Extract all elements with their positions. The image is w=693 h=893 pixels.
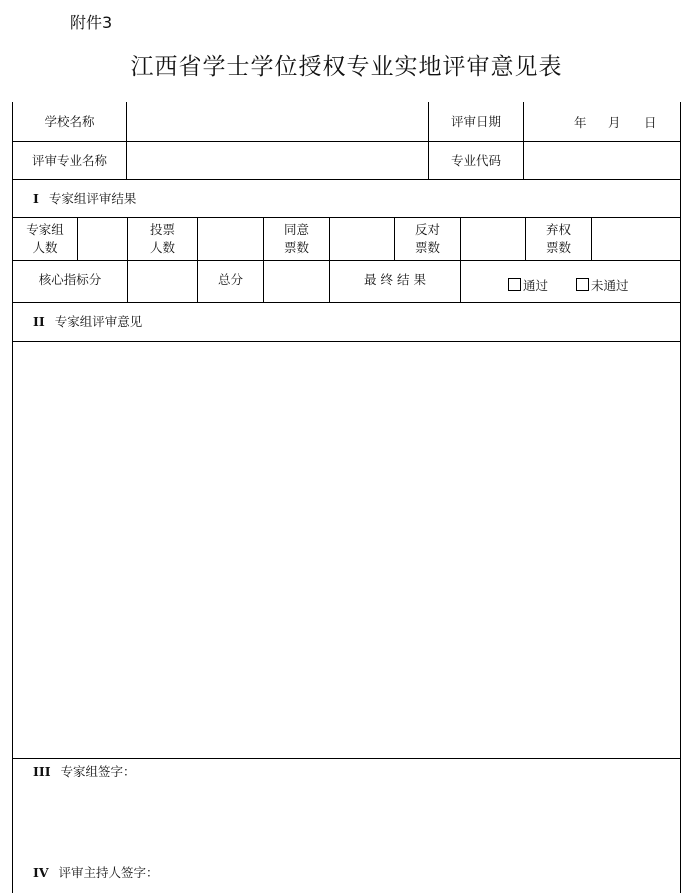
voter-count-field[interactable]	[198, 218, 263, 260]
agree-votes-field[interactable]	[330, 218, 394, 260]
expert-count-line2: 人数	[32, 240, 58, 255]
form-title: 江西省学士学位授权专业实地评审意见表	[130, 54, 563, 80]
day-label: 日	[644, 115, 657, 130]
core-score-field[interactable]	[128, 261, 197, 302]
total-score-field[interactable]	[264, 261, 329, 302]
major-name-label: 评审专业名称	[31, 152, 107, 168]
row-divider	[12, 179, 681, 180]
abstain-votes-label	[526, 218, 591, 260]
major-code-field[interactable]	[524, 142, 680, 179]
section-2-heading	[33, 312, 142, 330]
section-1-heading	[33, 189, 136, 207]
agree-votes-line1: 同意	[283, 222, 309, 237]
agree-votes-line2: 票数	[283, 240, 309, 255]
pass-label: 通过	[523, 278, 549, 293]
expert-opinion-area[interactable]	[13, 342, 680, 758]
pass-checkbox[interactable]	[508, 278, 521, 291]
school-name-field[interactable]	[127, 102, 428, 141]
row-divider	[12, 758, 681, 759]
fail-checkbox[interactable]	[576, 278, 589, 291]
year-label: 年	[574, 115, 587, 130]
agree-votes-label	[264, 218, 329, 260]
expert-count-label	[13, 218, 77, 260]
oppose-votes-field[interactable]	[461, 218, 525, 260]
oppose-votes-line2: 票数	[414, 240, 440, 255]
section-2-numeral: II	[33, 314, 45, 329]
abstain-votes-line1: 弃权	[545, 222, 571, 237]
school-name-label: 学校名称	[44, 113, 95, 129]
section-3-heading	[33, 762, 136, 780]
section-1-numeral: I	[33, 191, 39, 206]
final-result-label: 最 终 结 果	[364, 272, 426, 287]
pass-option[interactable]	[508, 276, 548, 294]
expert-count-field[interactable]	[78, 218, 127, 260]
section-3-label: 专家组签字：	[60, 764, 136, 779]
attachment-label: 附件3	[70, 13, 113, 32]
voter-count-line1: 投票	[149, 222, 175, 237]
expert-count-line1: 专家组	[26, 222, 64, 237]
expert-signature-area[interactable]	[13, 780, 680, 855]
oppose-votes-label	[395, 218, 460, 260]
section-4-numeral: IV	[33, 865, 49, 880]
voter-count-line2: 人数	[149, 240, 175, 255]
abstain-votes-line2: 票数	[545, 240, 571, 255]
fail-label: 未通过	[591, 278, 629, 293]
oppose-votes-line1: 反对	[414, 222, 440, 237]
core-score-label: 核心指标分	[38, 272, 102, 287]
review-date-field[interactable]	[524, 102, 680, 141]
section-3-numeral: III	[33, 764, 51, 779]
row-divider	[12, 302, 681, 303]
section-2-label: 专家组评审意见	[54, 314, 143, 329]
section-4-label: 评审主持人签字：	[58, 865, 159, 880]
table-border-right	[680, 102, 681, 893]
major-name-field[interactable]	[127, 142, 428, 179]
section-1-label: 专家组评审结果	[48, 191, 137, 206]
major-code-label: 专业代码	[450, 152, 501, 168]
abstain-votes-field[interactable]	[592, 218, 680, 260]
section-4-heading	[33, 863, 159, 881]
cell-divider	[460, 260, 461, 303]
month-label: 月	[608, 115, 621, 130]
total-score-label: 总分	[217, 272, 243, 287]
review-date-label: 评审日期	[450, 113, 501, 129]
fail-option[interactable]	[576, 276, 629, 294]
voter-count-label	[128, 218, 197, 260]
